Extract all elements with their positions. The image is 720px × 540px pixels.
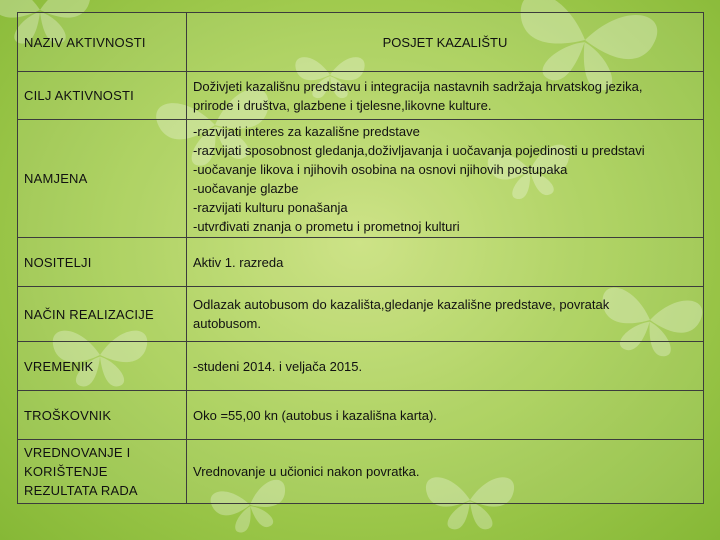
- row-label: TROŠKOVNIK: [18, 391, 187, 440]
- row-label: [18, 440, 187, 504]
- row-value-line: Aktiv 1. razreda: [193, 254, 284, 270]
- row-value-line: -razvijati interes za kazališne predstave: [193, 123, 420, 139]
- table-header-row: [18, 13, 704, 72]
- row-value-line: Odlazak autobusom do kazališta,gledanje kazališne predstave, povratak: [193, 297, 610, 312]
- row-value-line: -razvijati sposobnost gledanja,doživljavanja i uočavanja pojedinosti u predstavi: [193, 142, 645, 158]
- table-row: [18, 391, 704, 440]
- row-value: [187, 287, 704, 342]
- table-row: [18, 238, 704, 287]
- row-label-line: VREDNOVANJE I: [24, 445, 131, 460]
- row-value: [187, 342, 704, 391]
- row-value-line: Vrednovanje u učionici nakon povratka.: [193, 464, 420, 479]
- row-value-line: Doživjeti kazališnu predstavu i integracija nastavnih sadržaja hrvatskog jezika,: [193, 78, 643, 94]
- activity-table: [17, 12, 704, 504]
- row-label: CILJ AKTIVNOSTI: [18, 72, 187, 120]
- row-label: NOSITELJI: [18, 238, 187, 287]
- table-row: [18, 120, 704, 238]
- row-value-line: prirode i društva, glazbene i tjelesne,likovne kulture.: [193, 97, 492, 113]
- row-value-line: -studeni 2014. i veljača 2015.: [193, 358, 363, 374]
- row-value: [187, 391, 704, 440]
- row-value: [187, 440, 704, 504]
- row-label-line: KORIŠTENJE: [24, 464, 108, 479]
- row-label: NAMJENA: [18, 120, 187, 238]
- row-value-line: -utvrđivati znanja o prometu i prometnoj kulturi: [193, 218, 460, 234]
- row-label-line: REZULTATA RADA: [24, 483, 138, 498]
- row-value: [187, 72, 704, 120]
- row-value-line: Oko =55,00 kn (autobus i kazališna karta).: [193, 407, 437, 423]
- row-value-line: -uočavanje glazbe: [193, 180, 299, 196]
- row-value: [187, 120, 704, 238]
- header-label-cell: NAZIV AKTIVNOSTI: [18, 13, 187, 72]
- row-value-line: autobusom.: [193, 316, 261, 331]
- table-row: [18, 342, 704, 391]
- table-row: [18, 72, 704, 120]
- row-value-line: -razvijati kulturu ponašanja: [193, 199, 348, 215]
- table-row: [18, 287, 704, 342]
- row-label: VREMENIK: [18, 342, 187, 391]
- table-row: [18, 440, 704, 504]
- row-value-line: -uočavanje likova i njihovih osobina na osnovi njihovih postupaka: [193, 161, 568, 177]
- row-label: NAČIN REALIZACIJE: [18, 287, 187, 342]
- header-value-cell: POSJET KAZALIŠTU: [187, 13, 704, 72]
- row-value: [187, 238, 704, 287]
